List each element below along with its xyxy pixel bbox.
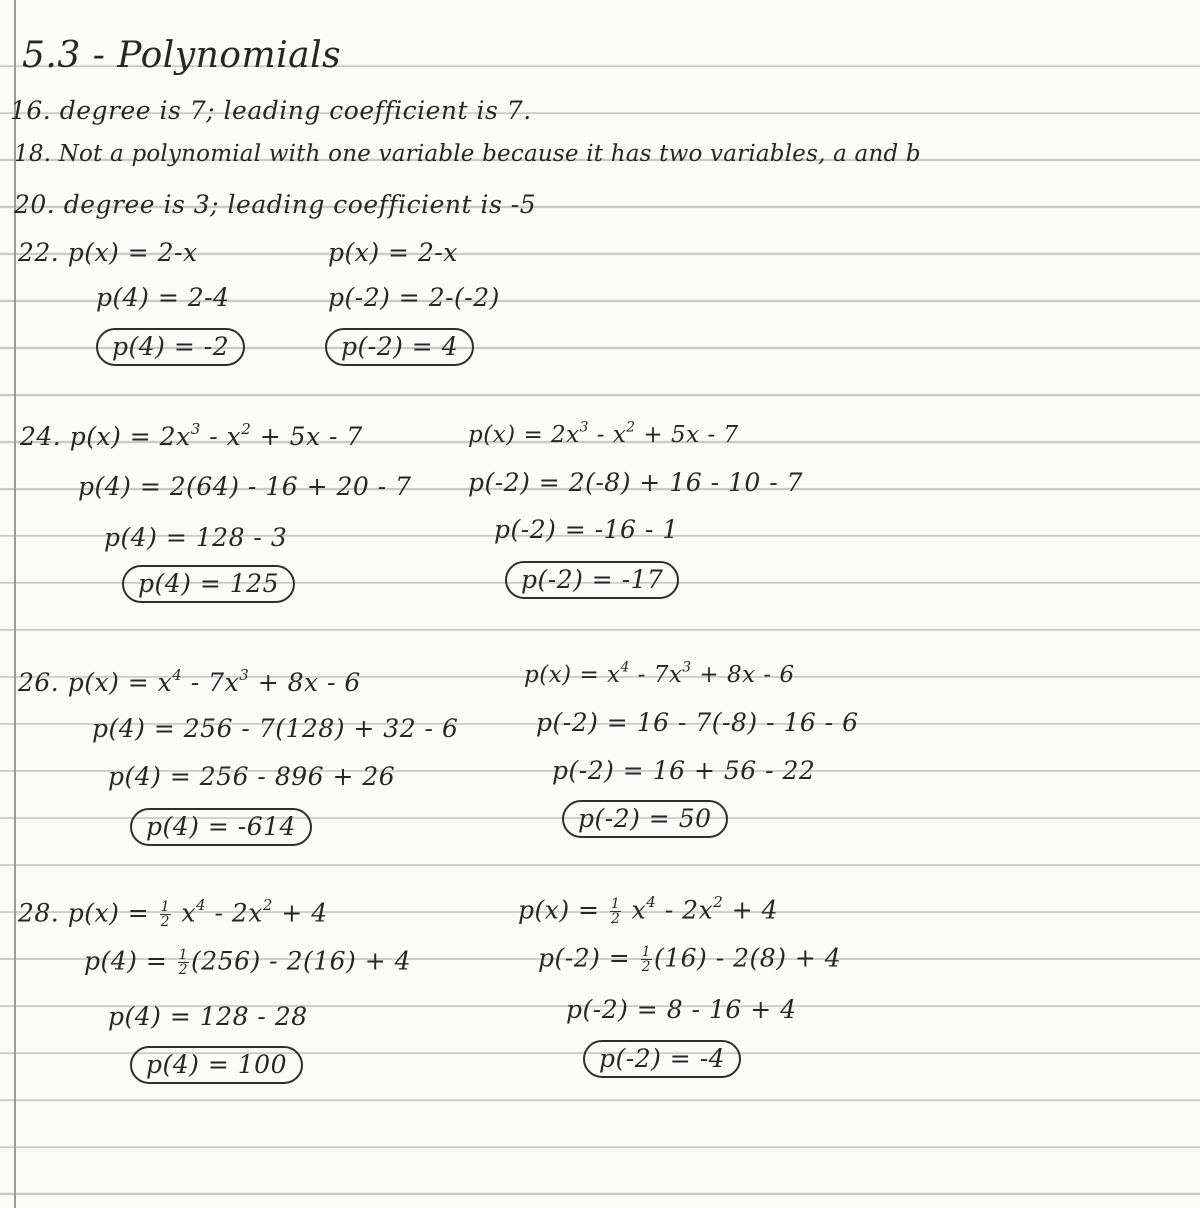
- fraction-one-half: $\frac{1}{2}$: [641, 944, 651, 976]
- q28-right-substitution: p(-2) = $\frac{1}{2}$ (16) - 2(8) + 4: [538, 943, 842, 976]
- q22-right-answer: p(-2) = 4: [325, 328, 474, 366]
- q22-left-function: 22. p(x) = 2-x: [18, 238, 198, 267]
- q22-right-function: p(x) = 2-x: [328, 238, 458, 267]
- fraction-one-half: $\frac{1}{2}$: [178, 947, 189, 979]
- answer-20: 20. degree is 3; leading coefficient is -5: [14, 190, 537, 219]
- q22-left-answer: p(4) = -2: [96, 328, 245, 366]
- q28-left-answer: p(4) = 100: [130, 1046, 303, 1084]
- q24-left-function: 24. $p(x) = 2x^3 - x^2 + 5x - 7$: [20, 419, 363, 451]
- q26-right-answer: p(-2) = 50: [562, 800, 728, 838]
- q26-left-function: 26. $p(x) = x^4 - 7x^3 + 8x - 6$: [18, 665, 361, 697]
- q24-number: 24.: [20, 422, 62, 451]
- q28-right-function: p(x) = $\frac{1}{2}$ $x^4 - 2x^2 + 4$: [518, 893, 778, 928]
- page-title: 5.3 - Polynomials: [22, 35, 342, 76]
- q26-right-function: $p(x) = x^4 - 7x^3 + 8x - 6$: [524, 659, 795, 688]
- answer-18: 18. Not a polynomial with one variable because it has two variables, a and b: [14, 141, 921, 167]
- q28-left-substitution: p(4) = $\frac{1}{2}$ (256) - 2(16) + 4: [84, 946, 412, 979]
- q26-number: 26.: [18, 668, 60, 697]
- q28-left-function: 28. p(x) = $\frac{1}{2}$ $x^4 - 2x^2 + 4$: [18, 896, 328, 931]
- q28-right-answer: p(-2) = -4: [583, 1040, 741, 1078]
- q26-right-simplify: p(-2) = 16 + 56 - 22: [552, 756, 816, 785]
- q28-right-simplify: p(-2) = 8 - 16 + 4: [566, 995, 797, 1024]
- answer-16: 16. degree is 7; leading coefficient is 7.: [10, 96, 532, 125]
- margin-line: [14, 0, 16, 1208]
- q26-right-substitution: p(-2) = 16 - 7(-8) - 16 - 6: [536, 708, 859, 737]
- q28-left-simplify: p(4) = 128 - 28: [108, 1002, 308, 1031]
- q22-left-substitution: p(4) = 2-4: [96, 283, 230, 312]
- q26-left-simplify: p(4) = 256 - 896 + 26: [108, 762, 396, 791]
- fraction-one-half: $\frac{1}{2}$: [160, 899, 170, 931]
- q22-right-substitution: p(-2) = 2-(-2): [328, 283, 500, 312]
- q28-number: 28.: [18, 898, 60, 928]
- q24-right-simplify: p(-2) = -16 - 1: [494, 515, 679, 544]
- q24-right-substitution: p(-2) = 2(-8) + 16 - 10 - 7: [468, 468, 804, 497]
- fraction-one-half: $\frac{1}{2}$: [610, 896, 621, 928]
- q24-right-function: $p(x) = 2x^3 - x^2 + 5x - 7$: [468, 419, 739, 448]
- q24-left-answer: p(4) = 125: [122, 565, 295, 603]
- q24-left-substitution: p(4) = 2(64) - 16 + 20 - 7: [78, 472, 412, 501]
- q26-left-answer: p(4) = -614: [130, 808, 312, 846]
- q24-right-answer: p(-2) = -17: [505, 561, 679, 599]
- q24-left-simplify: p(4) = 128 - 3: [104, 523, 288, 552]
- q26-left-substitution: p(4) = 256 - 7(128) + 32 - 6: [92, 714, 459, 743]
